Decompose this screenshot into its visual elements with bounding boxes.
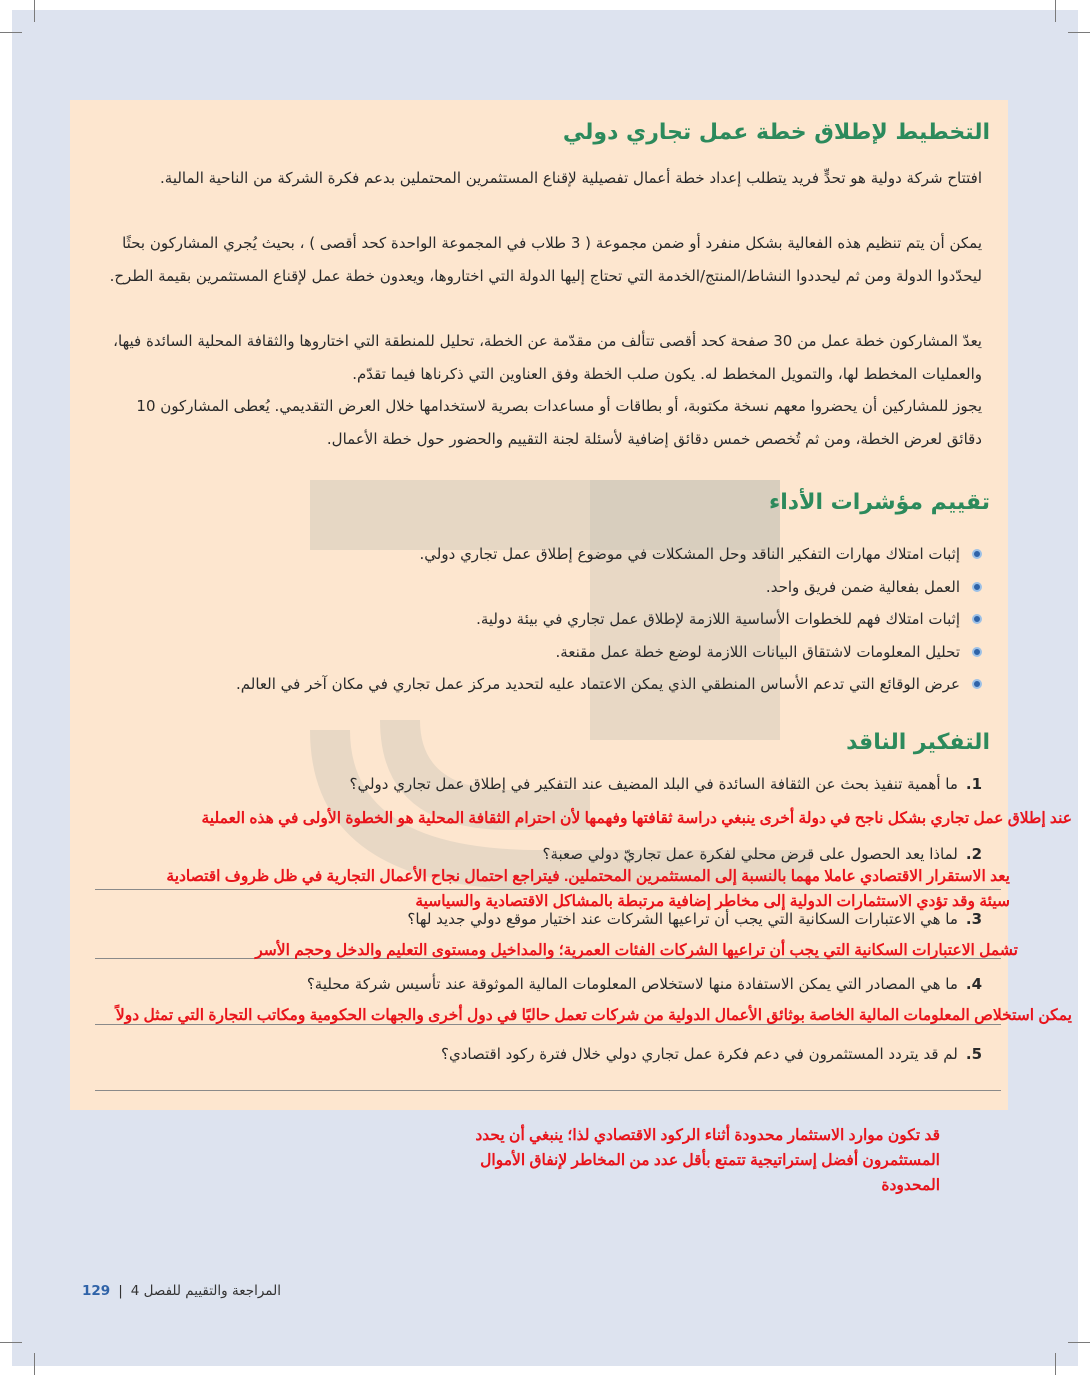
performance-list <box>102 538 982 701</box>
question-1: 1.ما أهمية تنفيذ بحث عن الثقافة السائدة في البلد المضيف عند التفكير في إطلاق عمل تجاري دولي؟ <box>349 775 982 793</box>
crop-mark <box>34 1353 35 1375</box>
answer-5: قد تكون موارد الاستثمار محدودة أثناء الركود الاقتصادي لذا؛ ينبغي أن يحدد المستثمرون أفضل إستراتيجية تتمتع بأقل عدد من المخاطر لإنفاق الأموال المحدودة <box>475 1127 940 1194</box>
list-item: العمل بفعالية ضمن فريق واحد. <box>102 571 982 604</box>
list-item: إثبات امتلاك مهارات التفكير الناقد وحل المشكلات في موضوع إطلاق عمل تجاري دولي. <box>102 538 982 571</box>
crop-mark <box>1068 32 1090 33</box>
intro-paragraph-2: يمكن أن يتم تنظيم هذه الفعالية بشكل منفرد أو ضمن مجموعة ( 3 طلاب في المجموعة الواحدة كحد أقصى ) ، بحيث يُجري المشاركون بحثًا ليحدّدوا الدولة ومن ثم ليحددوا النشاط/المنتج/الخدمة التي تحتاج إليها الدولة التي اختاروها، ويعدون خطة عمل لإقناع المستثمرين بقيمة الطرح. <box>109 234 982 285</box>
crop-mark <box>1055 0 1056 22</box>
question-4: 4.ما هي المصادر التي يمكن الاستفادة منها لاستخلاص المعلومات المالية الموثوقة عند تأسيس شركة محلية؟ <box>306 975 982 993</box>
crop-mark <box>34 0 35 22</box>
list-item: إثبات امتلاك فهم للخطوات الأساسية اللازمة لإطلاق عمل تجاري في بيئة دولية. <box>102 603 982 636</box>
answer-2: يعد الاستقرار الاقتصادي عاملا مهما بالنسبة إلى المستثمرين المحتملين. فيتراجع احتمال نجاح الأعمال التجارية في ظل ظروف اقتصادية سيئة وقد تؤدي الاستثمارات الدولية إلى مخاطر إضافية مرتبطة بالمشاكل الاقتصادية والسياسية <box>166 868 1010 910</box>
intro-paragraph-3: يعدّ المشاركون خطة عمل من 30 صفحة كحد أقصى تتألف من مقدّمة عن الخطة، تحليل للمنطقة التي اختاروها والثقافة المحلية السائدة فيها، والعمليات المخطط لها، والتمويل المخطط له. يكون صلب الخطة وفق العناوين التي ذكرناها فيما تقدّم. <box>113 332 982 383</box>
crop-mark <box>1068 1342 1090 1343</box>
bullet-icon <box>972 647 982 657</box>
bullet-icon <box>972 614 982 624</box>
crop-mark <box>0 1342 22 1343</box>
answer-4: يمكن استخلاص المعلومات المالية الخاصة بوثائق الأعمال الدولية من شركات تعمل حاليًا في دول أخرى والجهات الحكومية ومكاتب التجارة التي تمثل دولاً <box>115 1007 1072 1024</box>
section-title-performance: تقييم مؤشرات الأداء <box>768 490 990 515</box>
bullet-icon <box>972 549 982 559</box>
answer-line <box>95 1090 1001 1091</box>
intro-paragraph-4: يجوز للمشاركين أن يحضروا معهم نسخة مكتوبة، أو بطاقات أو مساعدات بصرية لاستخدامها خلال العرض التقديمي. يُعطى المشاركون 10 دقائق لعرض الخطة، ومن ثم تُخصص خمس دقائق إضافية لأسئلة لجنة التقييم والحضور حول خطة الأعمال. <box>136 397 982 448</box>
list-item: تحليل المعلومات لاشتقاق البيانات اللازمة لوضع خطة عمل مقنعة. <box>102 636 982 669</box>
bullet-icon <box>972 679 982 689</box>
footer-separator: | <box>118 1283 123 1299</box>
bullet-icon <box>972 582 982 592</box>
list-item: عرض الوقائع التي تدعم الأساس المنطقي الذي يمكن الاعتماد عليه لتحديد مركز عمل تجاري في مكان آخر في العالم. <box>102 668 982 701</box>
section-title-critical-thinking: التفكير الناقد <box>846 730 990 755</box>
page-number: 129 <box>82 1283 111 1299</box>
chapter-label: المراجعة والتقييم للفصل 4 <box>130 1283 281 1299</box>
answer-1: عند إطلاق عمل تجاري بشكل ناجح في دولة أخرى ينبغي دراسة ثقافتها وفهمها لأن احترام الثقافة المحلية هو الخطوة الأولى في هذه العملية <box>201 810 1072 827</box>
answer-3: تشمل الاعتبارات السكانية التي يجب أن تراعيها الشركات الفئات العمرية؛ والمداخيل ومستوى التعليم والدخل وحجم الأسر <box>255 942 1018 959</box>
question-3: 3.ما هي الاعتبارات السكانية التي يجب أن تراعيها الشركات عند اختيار موقع دولي جديد لها؟ <box>407 910 982 928</box>
page-title: التخطيط لإطلاق خطة عمل تجاري دولي <box>562 120 990 145</box>
question-2: 2.لماذا يعد الحصول على قرض محلي لفكرة عمل تجاريّ دولي صعبة؟ <box>542 845 982 863</box>
page-footer <box>82 1283 281 1299</box>
crop-mark <box>0 32 22 33</box>
question-5: 5.لم قد يتردد المستثمرون في دعم فكرة عمل تجاري دولي خلال فترة ركود اقتصادي؟ <box>441 1045 982 1063</box>
intro-paragraph-1: افتتاح شركة دولية هو تحدٍّ فريد يتطلب إعداد خطة أعمال تفصيلية لإقناع المستثمرين المحتملين بدعم فكرة الشركة من الناحية المالية. <box>160 169 982 187</box>
crop-mark <box>1055 1353 1056 1375</box>
